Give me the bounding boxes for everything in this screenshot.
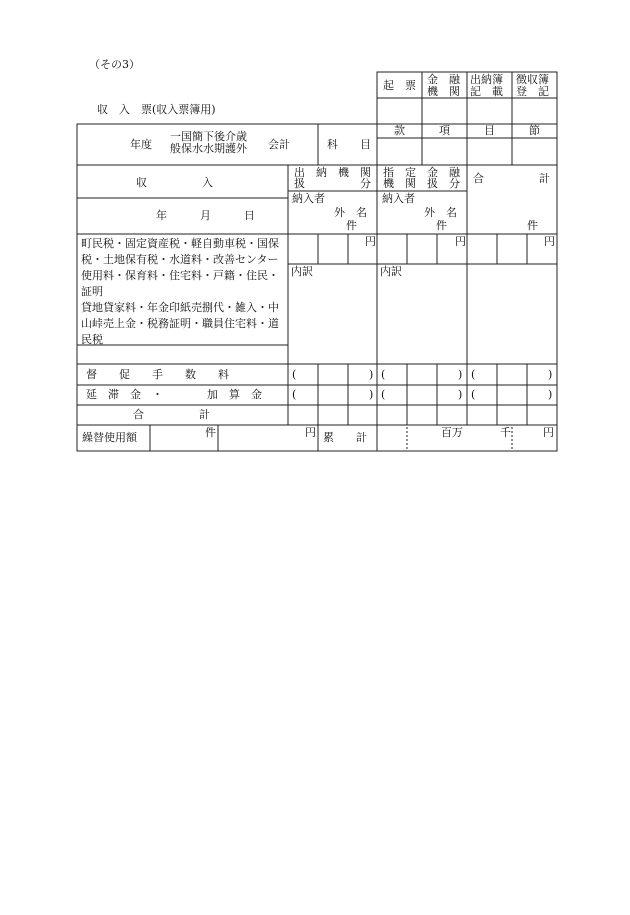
paren-open: ( xyxy=(292,368,297,381)
paren-open: ( xyxy=(292,388,297,401)
paren-close: ) xyxy=(369,388,374,401)
nonyusha-2: 納入者 xyxy=(382,192,415,205)
moku-label: 目 xyxy=(484,124,495,137)
nonyusha-1: 納入者 xyxy=(292,192,325,205)
kamoku-label: 科 目 xyxy=(327,138,371,151)
paren-close: ) xyxy=(458,388,463,401)
setsu-label: 節 xyxy=(529,124,540,137)
kan-label: 款 xyxy=(394,124,405,137)
kurikae-label: 繰替使用額 xyxy=(82,431,137,444)
suito-label-2: 扱 分 xyxy=(294,177,371,190)
yen-1: 円 xyxy=(365,235,376,248)
paren-open: ( xyxy=(381,388,386,401)
uchiwake-2: 内訳 xyxy=(380,265,402,278)
tokusoku-label: 督 促 手 数 料 xyxy=(86,368,229,381)
ruikei-label: 累 計 xyxy=(323,431,367,444)
paren-open: ( xyxy=(471,388,476,401)
paren-close: ) xyxy=(369,368,374,381)
sen-label: 千 xyxy=(500,426,511,439)
paren-open: ( xyxy=(381,368,386,381)
form-title: 収 入 票(収入票簿用) xyxy=(97,103,216,116)
stamp-kihyo: 起 票 xyxy=(383,79,416,92)
paren-close: ) xyxy=(548,388,553,401)
stamp-kinyu-1: 金 融 xyxy=(427,73,460,86)
footer-yen: 円 xyxy=(305,426,316,439)
account-line-1: 一国簡下後介歳 xyxy=(170,130,247,143)
shitei-label-2: 機 関 扱 分 xyxy=(383,177,460,190)
paren-close: ) xyxy=(458,368,463,381)
nendo-label: 年度 xyxy=(130,138,152,151)
footer-ken: 件 xyxy=(205,426,216,439)
section-label: （その3） xyxy=(89,58,140,71)
account-line-2: 般保水水期護外 xyxy=(170,142,247,155)
ken-1: 件 xyxy=(346,219,357,232)
stamp-suitobo-1: 出納簿 xyxy=(470,73,503,86)
kaikei-label: 会計 xyxy=(268,138,290,151)
ko-label: 項 xyxy=(439,124,450,137)
gokei-header: 合 計 xyxy=(473,172,550,185)
paren-open: ( xyxy=(471,368,476,381)
stamp-choshubo-1: 徴収簿 xyxy=(516,73,549,86)
date-label: 年 月 日 xyxy=(156,209,255,222)
ken-2: 件 xyxy=(436,219,447,232)
ken-3: 件 xyxy=(527,219,538,232)
entai-label: 延 滞 金 ・ 加 算 金 xyxy=(86,388,262,401)
stamp-suitobo-2: 記 載 xyxy=(470,85,503,98)
hyakuman-label: 百万 xyxy=(441,426,463,439)
revenue-items: 町民税・固定資産税・軽自動車税・国保税・土地保有税・水道料・改善センター使用料・保育料・住宅料・戸籍・住民・証明 貸地貸家料・年金印紙売捌代・雑入・中山峠売上金・税務証明・職員住宅料・道民税 xyxy=(81,237,279,346)
shitei-label-1: 指 定 金 融 xyxy=(383,166,460,179)
gokei-label: 合 計 xyxy=(133,408,210,421)
stamp-choshubo-2: 登 記 xyxy=(516,85,549,98)
footer-yen-2: 円 xyxy=(543,426,554,439)
gaimei-2: 外 名 xyxy=(424,206,457,219)
gaimei-1: 外 名 xyxy=(334,206,367,219)
uchiwake-1: 内訳 xyxy=(291,265,313,278)
yen-3: 円 xyxy=(544,235,555,248)
yen-2: 円 xyxy=(455,235,466,248)
suito-label-1: 出 納 機 関 xyxy=(294,166,371,179)
shunyu-label: 収 入 xyxy=(136,176,213,189)
stamp-kinyu-2: 機 関 xyxy=(427,85,460,98)
paren-close: ) xyxy=(548,368,553,381)
